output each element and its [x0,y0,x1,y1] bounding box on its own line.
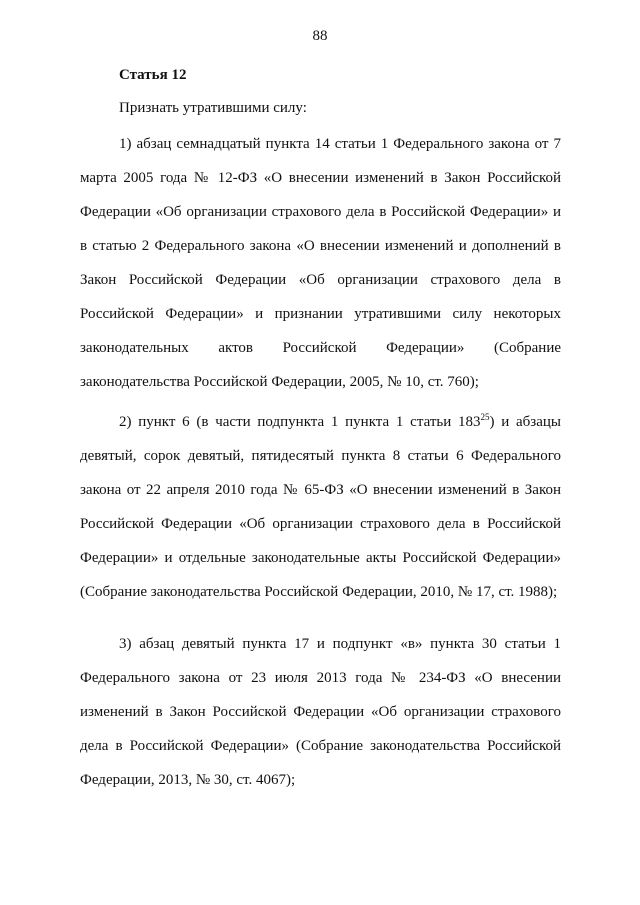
superscript-article-number: 25 [480,412,490,422]
intro-paragraph: Признать утратившими силу: [119,100,307,116]
list-item-2-text-end: ) и абзацы девятый, сорок девятый, пятидесятый пункта 8 статьи 6 Федерального закона от 22 апреля 2010 года № 65-ФЗ «О внесении изменений в Закон Российской Федерации «Об организации страхового дела в Российской Федерации» и отдельные законодательные акты Российской Федерации» (Собрание законодательства Российской Федерации, 2010, № 17, ст. 1988); [80,414,561,600]
list-item-1: 1) абзац семнадцатый пункта 14 статьи 1 Федерального закона от 7 марта 2005 года № 12-ФЗ «О внесении изменений в Закон Российской Федерации «Об организации страхового дела в Российской Федерации» и в статью 2 Федерального закона «О внесении изменений и дополнений в Закон Российской Федерации «Об организации страхового дела в Российской Федерации» и признании утратившими силу некоторых законодательных актов Российской Федерации» (Собрание законодательства Российской Федерации, 2005, № 10, ст. 760); [80,136,561,390]
article-heading: Статья 12 [119,67,187,83]
list-item-3: 3) абзац девятый пункта 17 и подпункт «в» пункта 30 статьи 1 Федерального закона от 23 июля 2013 года № 234-ФЗ «О внесении изменений в Закон Российской Федерации «Об организации страхового дела в Российской Федерации» (Собрание законодательства Российской Федерации, 2013, № 30, ст. 4067); [80,636,561,788]
list-item-2 [80,405,561,609]
list-item-2-text-start: 2) пункт 6 (в части подпункта 1 пункта 1 статьи 183 [119,414,481,430]
page-number: 88 [312,28,328,44]
